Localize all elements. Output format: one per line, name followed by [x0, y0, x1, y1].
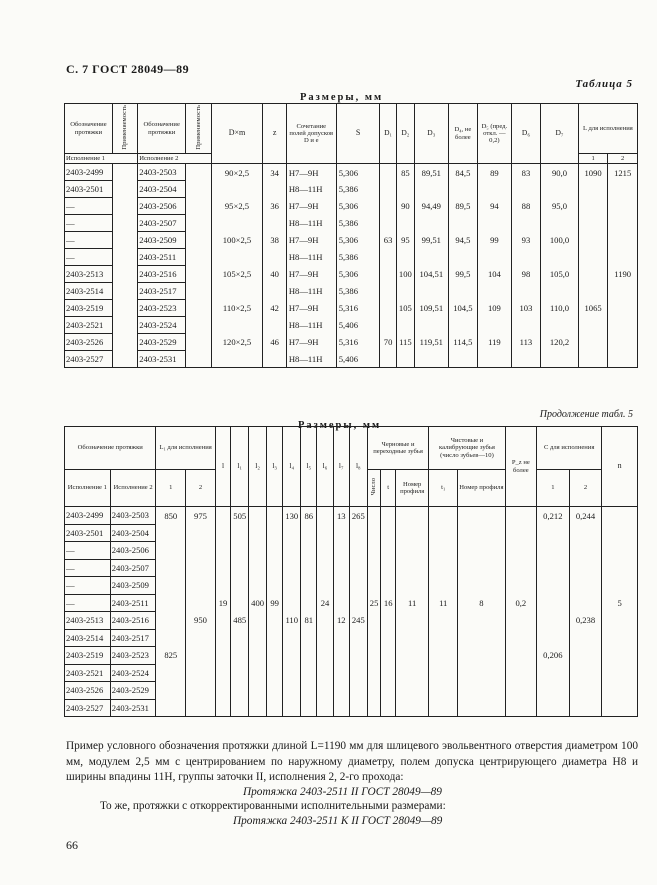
cell-l5: 86 — [301, 507, 317, 525]
cell-z: 46 — [263, 334, 286, 351]
table-row — [65, 351, 638, 368]
t2-h-isp2: Исполнение 2 — [110, 470, 156, 507]
t2-h-c2-l: 2 — [186, 470, 216, 507]
table-row — [65, 507, 638, 525]
cell-d4: 104,5 — [448, 300, 478, 317]
cell-b: 2403-2531 — [110, 699, 156, 717]
cell-b: 2403-2517 — [110, 629, 156, 647]
cell-tol: H8—11H — [286, 249, 336, 266]
cell-a: — — [65, 249, 113, 266]
table1 — [64, 103, 638, 368]
cell-l8: 245 — [349, 612, 367, 630]
cell-l2: 1215 — [608, 164, 638, 181]
cell-l5: 81 — [301, 612, 317, 630]
t1-h-isp1: Исполнение 1 — [65, 154, 138, 164]
cell-c2: 0,238 — [569, 612, 602, 630]
cell-tol: H8—11H — [286, 215, 336, 232]
cell-b: 2403-2503 — [138, 164, 186, 181]
cell-z: 42 — [263, 300, 286, 317]
cell-a: 2403-2521 — [65, 317, 113, 334]
cell-L12: 950 — [186, 612, 216, 630]
cell-tol: H8—11H — [286, 351, 336, 368]
t2-h-t1: t₁ — [429, 470, 458, 507]
t2-h-chislo: Число — [367, 470, 381, 507]
cell-nomer: 11 — [396, 594, 429, 612]
cell-dxm: 120×2,5 — [211, 334, 263, 351]
t2-h-L1: L₁ для исполнения — [156, 427, 215, 470]
t1-h-d4: D₄, не более — [448, 104, 478, 164]
cell-d5: 119 — [478, 334, 512, 351]
table2-body — [65, 507, 638, 717]
cell-tol: H8—11H — [286, 283, 336, 300]
t2-h-c1-l: 1 — [156, 470, 186, 507]
cell-a: 2403-2526 — [65, 334, 113, 351]
cell-z: 38 — [263, 232, 286, 249]
cell-b: 2403-2516 — [138, 266, 186, 283]
t2-h-l7: l₇ — [333, 427, 349, 507]
cell-d5: 99 — [478, 232, 512, 249]
cell-b: 2403-2529 — [110, 682, 156, 700]
cell-b: 2403-2511 — [138, 249, 186, 266]
cell-nomer2: 8 — [458, 594, 506, 612]
cell-d7: 90,0 — [541, 164, 579, 181]
cell-a: 2403-2514 — [65, 283, 113, 300]
cell-l1: 1065 — [578, 300, 608, 317]
cell-c2: 0,244 — [569, 507, 602, 525]
cell-d3: 119,51 — [415, 334, 449, 351]
cell-d2: 85 — [396, 164, 414, 181]
cell-d2: 95 — [396, 232, 414, 249]
table-label: Таблица 5 — [575, 78, 633, 90]
cell-l1: 485 — [231, 612, 249, 630]
cell-a: 2403-2513 — [65, 266, 113, 283]
cell-a: 2403-2519 — [65, 300, 113, 317]
cell-dxm: 100×2,5 — [211, 232, 263, 249]
t2-h-nomer2: Номер профиля — [458, 470, 506, 507]
cell-a: — — [65, 577, 111, 595]
t1-h-c1: 1 — [578, 154, 608, 164]
table-row — [65, 664, 638, 682]
cell-n: 5 — [602, 594, 638, 612]
table-row — [65, 181, 638, 198]
cell-d3: 89,51 — [415, 164, 449, 181]
cell-a: 2403-2501 — [65, 181, 113, 198]
t2-h-nomer: Номер профиля — [396, 470, 429, 507]
cell-d3: 99,51 — [415, 232, 449, 249]
cell-b: 2403-2517 — [138, 283, 186, 300]
cell-s: 5,306 — [336, 198, 380, 215]
table2 — [64, 426, 638, 717]
cell-d3: 104,51 — [415, 266, 449, 283]
cell-a: 2403-2519 — [65, 647, 111, 665]
t1-h-d5: D₅ (пред. откл. —0,2) — [478, 104, 512, 164]
t2-h-l8: l₈ — [349, 427, 367, 507]
cell-l4: 130 — [283, 507, 301, 525]
t2-h-c1-c: 1 — [537, 470, 570, 507]
t1-h-d3: D₃ — [415, 104, 449, 164]
t1-h-d7: D₇ — [541, 104, 579, 164]
cell-d2: 105 — [396, 300, 414, 317]
t1-h-obozn: Обозначение протяжки — [65, 104, 113, 154]
cell-b: 2403-2503 — [110, 507, 156, 525]
table1-body — [65, 164, 638, 368]
cell-a: — — [65, 594, 111, 612]
cell-d5: 89 — [478, 164, 512, 181]
cell-a: 2403-2501 — [65, 524, 111, 542]
t1-h-d1: D₁ — [380, 104, 396, 164]
cell-a: 2403-2513 — [65, 612, 111, 630]
cell-b: 2403-2509 — [138, 232, 186, 249]
table2-caption: Размеры, мм — [298, 420, 382, 431]
cell-b: 2403-2506 — [138, 198, 186, 215]
cell-l2: 400 — [249, 594, 267, 612]
cell-chislo: 25 — [367, 594, 381, 612]
table-row — [65, 164, 638, 181]
cell-l7: 13 — [333, 507, 349, 525]
cell-a: 2403-2526 — [65, 682, 111, 700]
t2-h-obozn: Обозначение протяжки — [65, 427, 156, 470]
cell-dxm: 95×2,5 — [211, 198, 263, 215]
cell-z: 34 — [263, 164, 286, 181]
t2-h-l4: l₄ — [283, 427, 301, 507]
cell-b: 2403-2504 — [138, 181, 186, 198]
cell-L11: 850 — [156, 507, 186, 525]
cell-s: 5,316 — [336, 300, 380, 317]
table-row — [65, 594, 638, 612]
table-row — [65, 542, 638, 560]
cell-d6: 93 — [511, 232, 541, 249]
cell-d2: 90 — [396, 198, 414, 215]
page-header: С. 7 ГОСТ 28049—89 — [66, 62, 190, 76]
table-row — [65, 647, 638, 665]
cell-s: 5,386 — [336, 283, 380, 300]
cell-d2: 100 — [396, 266, 414, 283]
cell-dxm: 105×2,5 — [211, 266, 263, 283]
t1-h-dxm: D×m — [211, 104, 263, 164]
table-row — [65, 300, 638, 317]
table-row — [65, 629, 638, 647]
cell-c1: 0,212 — [537, 507, 570, 525]
cell-s: 5,306 — [336, 164, 380, 181]
t1-h-s: S — [336, 104, 380, 164]
cell-b: 2403-2531 — [138, 351, 186, 368]
cell-l3: 99 — [267, 594, 283, 612]
table-row — [65, 559, 638, 577]
cell-a: 2403-2499 — [65, 507, 111, 525]
cell-d3: 94,49 — [415, 198, 449, 215]
cell-tol: H7—9H — [286, 198, 336, 215]
cell-tol: H8—11H — [286, 181, 336, 198]
cell-d6: 83 — [511, 164, 541, 181]
table-row — [65, 232, 638, 249]
cell-l1: 1090 — [578, 164, 608, 181]
cell-s: 5,316 — [336, 334, 380, 351]
table-row — [65, 612, 638, 630]
table-row — [65, 317, 638, 334]
cell-b: 2403-2511 — [110, 594, 156, 612]
cell-d4: 94,5 — [448, 232, 478, 249]
cell-tol: H7—9H — [286, 164, 336, 181]
t1-h-isp2: Исполнение 2 — [138, 154, 211, 164]
t1-h-obozn2: Обозначение протяжки — [138, 104, 186, 154]
example-designation-2: Протяжка 2403-2511 К II ГОСТ 28049—89 — [233, 815, 443, 827]
table-row — [65, 283, 638, 300]
t1-h-sochet: Сочетание полей допусков D и е — [286, 104, 336, 164]
t2-h-l5: l₅ — [301, 427, 317, 507]
t2-h-l3: l₃ — [267, 427, 283, 507]
cell-d6: 113 — [511, 334, 541, 351]
cell-tol: H7—9H — [286, 266, 336, 283]
cell-b: 2403-2507 — [110, 559, 156, 577]
cell-a: — — [65, 559, 111, 577]
t1-h-prim2: Применяемость — [186, 104, 211, 154]
cell-s: 5,306 — [336, 232, 380, 249]
table-row — [65, 682, 638, 700]
cell-b: 2403-2523 — [138, 300, 186, 317]
cell-a: — — [65, 232, 113, 249]
cell-d7: 95,0 — [541, 198, 579, 215]
t2-h-c2-c: 2 — [569, 470, 602, 507]
cell-tol: H7—9H — [286, 232, 336, 249]
t2-h-l1: l₁ — [231, 427, 249, 507]
cell-t: 16 — [381, 594, 396, 612]
table-row — [65, 524, 638, 542]
cell-b: 2403-2506 — [110, 542, 156, 560]
cell-s: 5,386 — [336, 249, 380, 266]
cell-l8: 265 — [349, 507, 367, 525]
cell-d6: 103 — [511, 300, 541, 317]
cell-d7: 110,0 — [541, 300, 579, 317]
cell-d2: 115 — [396, 334, 414, 351]
cell-l7: 12 — [333, 612, 349, 630]
t2-h-C: C для исполнения — [537, 427, 602, 470]
t1-h-z: z — [263, 104, 286, 164]
t1-h-c2: 2 — [608, 154, 638, 164]
cell-s: 5,406 — [336, 351, 380, 368]
t1-h-prim: Применяемость — [112, 104, 137, 154]
cell-d5: 109 — [478, 300, 512, 317]
corrected-paragraph: То же, протяжки с откорректированными исполнительными размерами: — [100, 800, 446, 812]
cell-d7: 105,0 — [541, 266, 579, 283]
cell-s: 5,306 — [336, 266, 380, 283]
cell-L11: 825 — [156, 647, 186, 665]
cell-t1: 11 — [429, 594, 458, 612]
cell-a: 2403-2527 — [65, 699, 111, 717]
continuation-label: Продолжение табл. 5 — [539, 409, 633, 420]
t2-h-l2: l₂ — [249, 427, 267, 507]
cell-l6: 24 — [317, 594, 333, 612]
cell-b: 2403-2509 — [110, 577, 156, 595]
cell-b: 2403-2507 — [138, 215, 186, 232]
cell-b: 2403-2516 — [110, 612, 156, 630]
cell-d4: 84,5 — [448, 164, 478, 181]
cell-b: 2403-2504 — [110, 524, 156, 542]
cell-b: 2403-2524 — [138, 317, 186, 334]
cell-s: 5,406 — [336, 317, 380, 334]
cell-a: 2403-2527 — [65, 351, 113, 368]
t2-h-isp1: Исполнение 1 — [65, 470, 111, 507]
cell-a: 2403-2514 — [65, 629, 111, 647]
cell-d6: 88 — [511, 198, 541, 215]
table-row — [65, 215, 638, 232]
t2-h-n: n — [602, 427, 638, 507]
cell-s: 5,386 — [336, 181, 380, 198]
t1-h-L: L для исполнения — [578, 104, 637, 154]
cell-d4: 114,5 — [448, 334, 478, 351]
t1-h-d6: D₆ — [511, 104, 541, 164]
cell-l: 19 — [215, 594, 230, 612]
cell-tol: H7—9H — [286, 300, 336, 317]
cell-tol: H7—9H — [286, 334, 336, 351]
t1-h-d2: D₂ — [396, 104, 414, 164]
cell-dxm: 110×2,5 — [211, 300, 263, 317]
example-designation-1: Протяжка 2403-2511 II ГОСТ 28049—89 — [243, 786, 442, 798]
table-row — [65, 577, 638, 595]
cell-l2: 1190 — [608, 266, 638, 283]
example-paragraph: Пример условного обозначения протяжки длиной L=1190 мм для шлицевого эвольвентного отверстия диаметром 100 мм, модулем 2,5 мм с центрированием по наружному диаметру, полем допуска центрирующего диаметра H8 и ширины впадины 11H, группы заточки II, исполнения 2, 2-го прохода: — [66, 740, 638, 783]
cell-d4: 89,5 — [448, 198, 478, 215]
cell-c1: 0,206 — [537, 647, 570, 665]
cell-b: 2403-2529 — [138, 334, 186, 351]
cell-a: 2403-2499 — [65, 164, 113, 181]
cell-a: — — [65, 542, 111, 560]
t2-h-l6: l₆ — [317, 427, 333, 507]
page-number: 66 — [66, 838, 78, 852]
cell-d7: 100,0 — [541, 232, 579, 249]
cell-L12: 975 — [186, 507, 216, 525]
t2-h-l: l — [215, 427, 230, 507]
table-row — [65, 699, 638, 717]
cell-d5: 104 — [478, 266, 512, 283]
table-row — [65, 249, 638, 266]
cell-d6: 98 — [511, 266, 541, 283]
table-row — [65, 266, 638, 283]
cell-a: — — [65, 198, 113, 215]
cell-d1: 63 — [380, 232, 396, 249]
table1-caption: Размеры, мм — [300, 92, 384, 103]
t2-h-t: t — [381, 470, 396, 507]
cell-s: 5,386 — [336, 215, 380, 232]
cell-d4: 99,5 — [448, 266, 478, 283]
cell-a: — — [65, 215, 113, 232]
cell-l4: 110 — [283, 612, 301, 630]
cell-d1: 70 — [380, 334, 396, 351]
cell-tol: H8—11H — [286, 317, 336, 334]
cell-a: 2403-2521 — [65, 664, 111, 682]
cell-d7: 120,2 — [541, 334, 579, 351]
cell-b: 2403-2524 — [110, 664, 156, 682]
t2-h-chist: Чистовые и калибрующие зубья (число зубьев—10) — [429, 427, 505, 470]
cell-z: 36 — [263, 198, 286, 215]
cell-z: 40 — [263, 266, 286, 283]
cell-d3: 109,51 — [415, 300, 449, 317]
cell-d5: 94 — [478, 198, 512, 215]
t2-h-chern: Черновые и переходные зубья — [367, 427, 429, 470]
table-row — [65, 198, 638, 215]
cell-b: 2403-2523 — [110, 647, 156, 665]
cell-dxm: 90×2,5 — [211, 164, 263, 181]
cell-pz: 0,2 — [505, 594, 536, 612]
table-row — [65, 334, 638, 351]
t2-h-pz: P_z не более — [505, 427, 536, 507]
cell-l1: 505 — [231, 507, 249, 525]
